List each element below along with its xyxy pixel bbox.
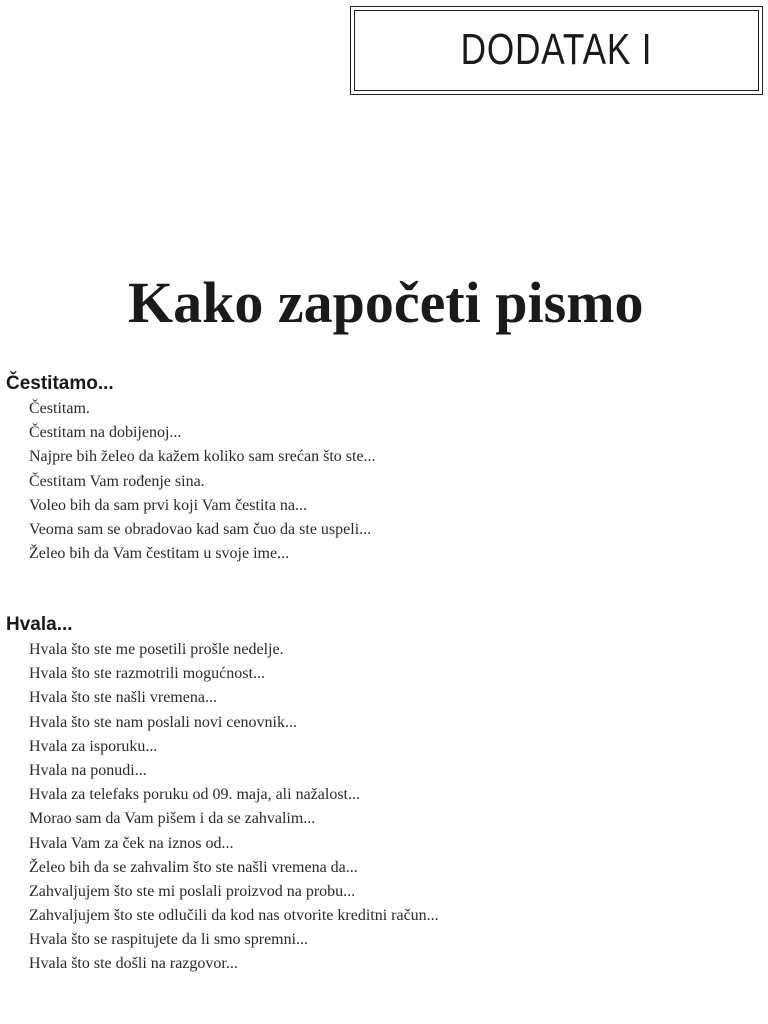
section-heading: Čestitamo... <box>6 373 114 394</box>
phrase-item: Voleo bih da sam prvi koji Vam čestita na... <box>29 496 308 514</box>
phrase-item: Hvala Vam za ček na iznos od... <box>29 834 234 852</box>
phrase-item: Želeo bih da Vam čestitam u svoje ime... <box>29 545 290 563</box>
phrase-item: Morao sam da Vam pišem i da se zahvalim... <box>29 810 316 828</box>
phrase-item: Hvala za isporuku... <box>29 737 158 755</box>
phrase-item: Čestitam Vam rođenje sina. <box>29 472 205 490</box>
section-heading: Hvala... <box>6 614 73 635</box>
phrase-list <box>6 638 439 977</box>
phrase-item: Hvala što ste me posetili prošle nedelje. <box>29 641 284 658</box>
phrase-item: Veoma sam se obradovao kad sam čuo da ste uspeli... <box>29 520 372 538</box>
section-thanks <box>6 612 439 977</box>
phrase-item: Zahvaljujem što ste mi poslali proizvod na probu... <box>29 882 356 900</box>
phrase-list <box>6 397 376 566</box>
phrase-item: Hvala za telefaks poruku od 09. maja, ali nažalost... <box>29 786 360 804</box>
phrase-item: Hvala što ste razmotrili mogućnost... <box>29 665 265 683</box>
phrase-item: Hvala što ste našli vremena... <box>29 689 217 707</box>
chapter-title: Kako započeti pismo <box>128 270 644 335</box>
phrase-item: Hvala na ponudi... <box>29 761 147 779</box>
appendix-header-box <box>350 6 763 95</box>
phrase-item: Hvala što ste nam poslali novi cenovnik... <box>29 713 297 731</box>
phrase-item: Čestitam na dobijenoj... <box>29 424 182 442</box>
phrase-item: Hvala što se raspitujete da li smo spremni... <box>29 931 309 949</box>
section-congratulations <box>6 371 376 566</box>
phrase-item: Najpre bih želeo da kažem koliko sam srećan što ste... <box>29 448 376 466</box>
phrase-item: Želeo bih da se zahvalim što ste našli vremena da... <box>29 858 358 876</box>
phrase-item: Hvala što ste došli na razgovor... <box>29 955 238 973</box>
phrase-item: Zahvaljujem što ste odlučili da kod nas otvorite kreditni račun... <box>29 907 439 925</box>
appendix-label: DODATAK I <box>460 25 653 74</box>
phrase-item: Čestitam. <box>29 400 90 417</box>
